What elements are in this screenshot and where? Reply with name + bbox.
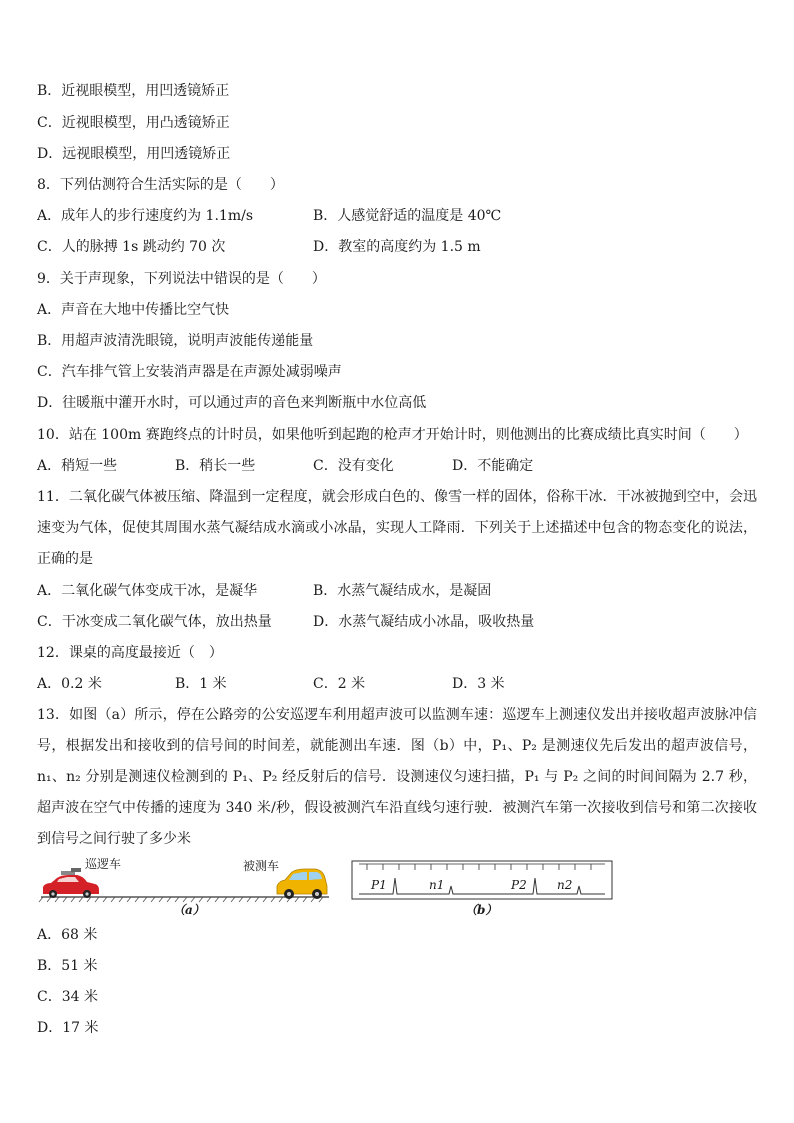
q10-option-d: D．不能确定 — [452, 458, 534, 474]
q11-stem: 11．二氧化碳气体被压缩、降温到一定程度，就会形成白色的、像雪一样的固体，俗称干冰．干冰被抛到空中，会迅速变为气体，促使其周围水蒸气凝结成水滴或小冰晶，实现人工降雨．下列关于上述描述中包含的物态变化的说法，正确的是 — [37, 489, 757, 567]
q10-option-c: C．没有变化 — [313, 458, 394, 474]
fig-b-n2: n2 — [557, 878, 573, 892]
q12-option-b: B．1 米 — [175, 676, 227, 692]
q8-option-c: C．人的脉搏 1s 跳动约 70 次 — [37, 239, 226, 255]
q11-option-d: D．水蒸气凝结成小冰晶，吸收热量 — [313, 614, 535, 630]
figure-b — [352, 861, 612, 917]
q8-stem: 8．下列估测符合生活实际的是（ ） — [37, 177, 284, 193]
q7-option-b: B．近视眼模型，用凹透镜矫正 — [37, 83, 230, 99]
q9-option-d: D．往暖瓶中灌开水时，可以通过声的音色来判断瓶中水位高低 — [37, 395, 427, 411]
q9-option-c: C．汽车排气管上安装消声器是在声源处减弱噪声 — [37, 364, 342, 380]
fig-b-n1: n1 — [429, 878, 445, 892]
figure-a — [39, 857, 329, 917]
q13-option-c: C．34 米 — [37, 989, 98, 1005]
fig-a-label-patrol: 巡逻车 — [85, 857, 122, 871]
q13-figure — [37, 856, 617, 918]
fig-b-caption: （b） — [465, 903, 498, 917]
q8-option-b: B．人感觉舒适的温度是 40℃ — [313, 208, 502, 224]
target-car-icon — [277, 869, 327, 899]
q10-option-a: A．稍短一些 — [37, 458, 118, 474]
q12-option-c: C．2 米 — [313, 676, 366, 692]
q9-option-a: A．声音在大地中传播比空气快 — [37, 302, 230, 318]
q11-option-c: C．干冰变成二氧化碳气体，放出热量 — [37, 614, 272, 630]
q13-option-a: A．68 米 — [37, 927, 98, 943]
q12-option-a: A．0.2 米 — [37, 676, 102, 692]
fig-b-p1: P1 — [371, 878, 387, 892]
q10-stem: 10．站在 100m 赛跑终点的计时员，如果他听到起跑的枪声才开始计时，则他测出的比赛成绩比真实时间（ ） — [37, 427, 748, 443]
q13-option-d: D．17 米 — [37, 1020, 99, 1036]
q8-option-d: D．教室的高度约为 1.5 m — [313, 239, 481, 255]
q7-option-d: D．远视眼模型，用凹透镜矫正 — [37, 146, 231, 162]
q13-option-b: B．51 米 — [37, 958, 98, 974]
q12-option-d: D．3 米 — [452, 676, 505, 692]
q13-stem: 13．如图（a）所示，停在公路旁的公安巡逻车利用超声波可以监测车速：巡逻车上测速仪发出并接收超声波脉冲信号，根据发出和接收到的信号间的时间差，就能测出车速．图（b）中，P₁、P₂ 是测速仪先后发出的超声波信号，n₁、n₂ 分别是测速仪检测到的 P₁、P₂ 经反射后的信号．设测速仪匀速扫描，P₁ 与 P₂ 之间的时间间隔为 2.7 秒，超声波在空气中传播的速度为 340 米/秒，假设被测汽车沿直线匀速行驶．被测汽车第一次接收到信号和第二次接收到信号之间行驶了多少米 — [37, 707, 757, 847]
q11-option-a: A．二氧化碳气体变成干冰，是凝华 — [37, 583, 258, 599]
q11-option-b: B．水蒸气凝结成水，是凝固 — [313, 583, 492, 599]
q10-option-b: B．稍长一些 — [175, 458, 256, 474]
fig-a-label-target: 被测车 — [243, 859, 280, 873]
q7-option-c: C．近视眼模型，用凸透镜矫正 — [37, 115, 230, 131]
q12-stem: 12．课桌的高度最接近（ ） — [37, 645, 223, 661]
q9-option-b: B．用超声波清洗眼镜，说明声波能传递能量 — [37, 333, 314, 349]
q9-stem: 9．关于声现象，下列说法中错误的是（ ） — [37, 271, 326, 287]
patrol-car-icon — [43, 868, 99, 898]
fig-a-caption: （a） — [173, 903, 205, 917]
q8-option-a: A．成年人的步行速度约为 1.1m/s — [37, 208, 254, 224]
fig-b-p2: P2 — [511, 878, 527, 892]
